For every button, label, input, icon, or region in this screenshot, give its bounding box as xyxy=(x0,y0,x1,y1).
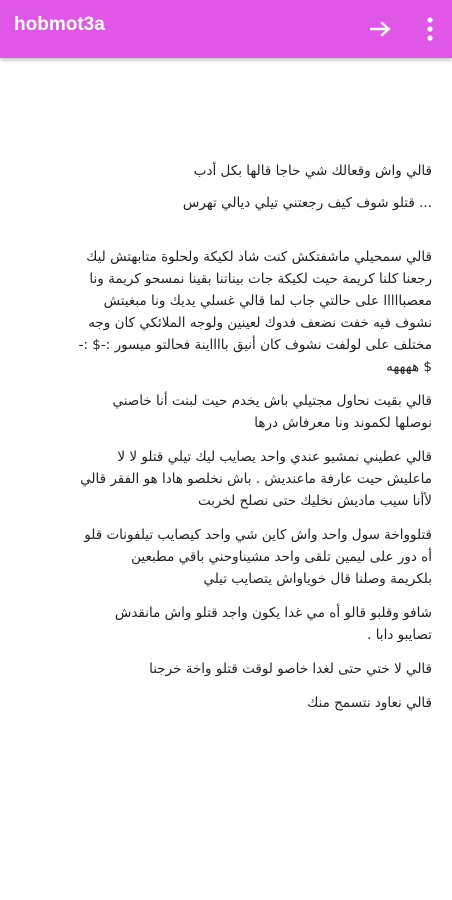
story-paragraph-7: شافو وقلبو قالو أه مي غدا يكون واجد قتلو واش مانقدش تصايبو دابا . xyxy=(114,605,432,643)
story-paragraph-9: قالي نعاود نتسمح منك xyxy=(307,695,432,711)
story-paragraph-4: قالي بقيت نحاول مجتيلي باش يخدم حيت لبنت أنا خاصني نوصلها لكموند ونا معرفاش درها xyxy=(112,393,432,431)
arrow-forward-icon[interactable] xyxy=(368,16,394,42)
story-paragraph-2: ... قتلو شوف كيف رجعتني تيلي ديالي تهرس xyxy=(182,195,432,211)
story-paragraph-3: قالي سمحيلي ماشفتكش كنت شاد لكيكة ولحلوة متابهتش ليك رجعنا كلنا كريمة حيت لكيكة جات بيناتنا بقينا نمسحو كريمة ونا معصبااااا على حالتي جاب لما قالي غسلي يديك ونا مبغيتش نشوف فيه خفت نضعف فدوك لعينين ولوجه الملائكي كان وجه مختلف على لولفت نشوف كان أنيق بااااينة فحالتو ميسور :-$ :- $ ههههه xyxy=(78,249,432,375)
story-paragraph-8: قالي لا ختي حتى لغدا خاصو لوقت قتلو واخة خرجنا xyxy=(149,661,432,677)
more-vert-icon[interactable] xyxy=(420,15,440,43)
app-bar xyxy=(0,0,452,58)
story-content xyxy=(14,160,432,714)
app-title: hobmot3a xyxy=(14,14,105,35)
story-paragraph-5: قالي عطيني نمشيو عندي واحد يصايب ليك تيلي قتلو لا لا ماعليش حيت عارفة ماعنديش . باش نخلصو هادا هو الفقر قالي لأأنا سيب ماديش نخليك حتى نصلح لخربت xyxy=(80,449,432,509)
story-paragraph-1: قالي واش وقعالك شي حاجا قالها بكل أدب xyxy=(193,163,432,179)
story-paragraph-6: قتلوواخة سول واحد واش كاين شي واحد كيصايب تيلفونات قلو أه دور على ليمين تلقى واحد مشيناوحني باقي مطبعين بلكريمة وصلنا قال خوياواش يتصايب تيلي xyxy=(84,527,432,587)
